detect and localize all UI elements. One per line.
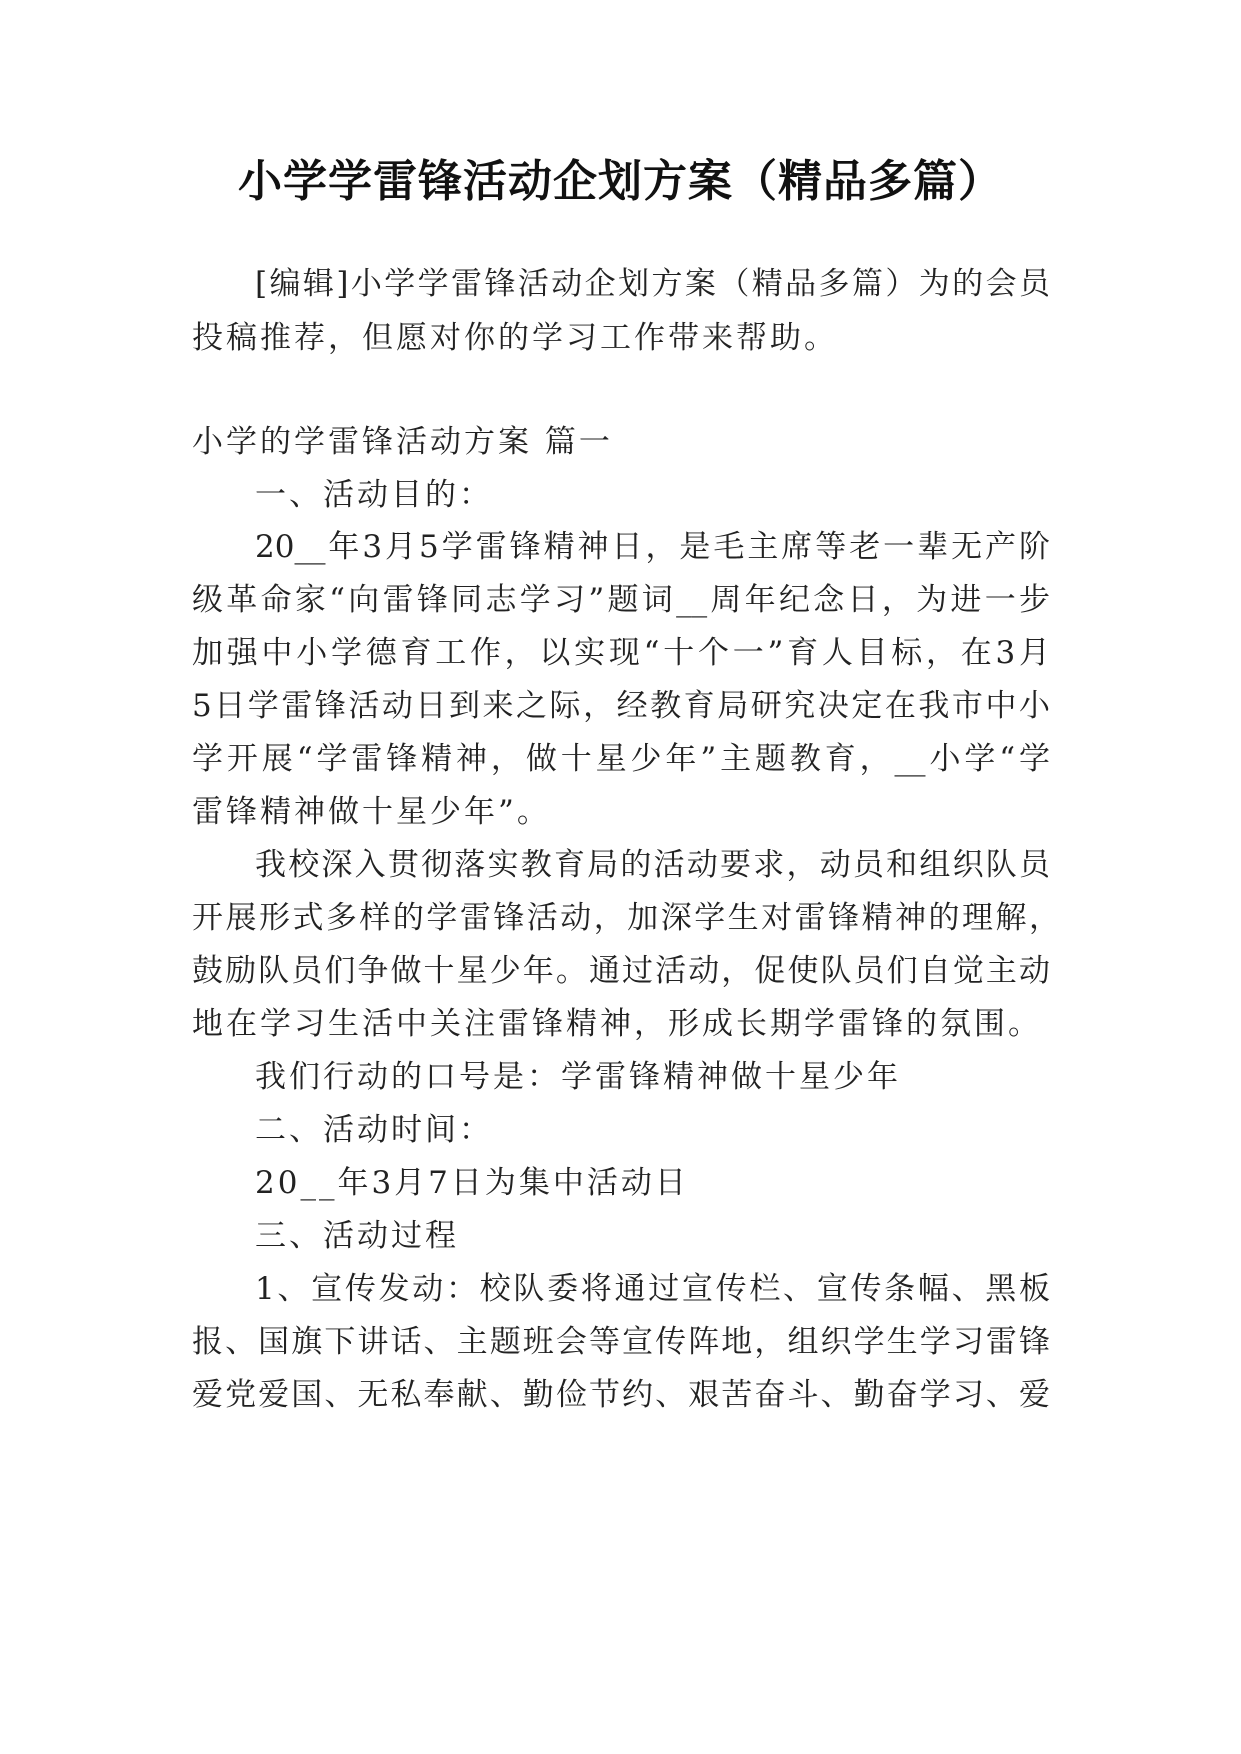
text-line: 雷锋精神做十星少年”。 (192, 794, 551, 830)
text-line: 投稿推荐，但愿对你的学习工作带来帮助。 (192, 320, 838, 356)
text-line: 5日学雷锋活动日到来之际，经教育局研究决定在我市中小 (192, 688, 1050, 724)
text-line: 二、活动时间： (255, 1112, 493, 1148)
text-line: 我校深入贯彻落实教育局的活动要求，动员和组织队员 (255, 847, 1050, 883)
section-heading: 小学的学雷锋活动方案 篇一 (192, 424, 613, 460)
text-line: 20__年3月5学雷锋精神日，是毛主席等老一辈无产阶 (255, 529, 1050, 565)
document-title: 小学学雷锋活动企划方案（精品多篇） (238, 156, 1003, 207)
text-line: 一、活动目的： (255, 477, 493, 513)
text-line: 开展形式多样的学雷锋活动，加深学生对雷锋精神的理解， (192, 900, 1060, 936)
text-line: 三、活动过程 (255, 1218, 459, 1254)
text-line: 级革命家“向雷锋同志学习”题词__周年纪念日，为进一步 (192, 582, 1050, 618)
text-line: 20__年3月7日为集中活动日 (255, 1165, 689, 1201)
text-line: 加强中小学德育工作，以实现“十个一”育人目标，在3月 (192, 635, 1050, 671)
text-line: 1、宣传发动：校队委将通过宣传栏、宣传条幅、黑板 (255, 1271, 1050, 1307)
text-line: 学开展“学雷锋精神，做十星少年”主题教育，__小学“学 (192, 741, 1050, 777)
text-line: 地在学习生活中关注雷锋精神，形成长期学雷锋的氛围。 (192, 1006, 1042, 1042)
text-line: 报、国旗下讲话、主题班会等宣传阵地，组织学生学习雷锋 (192, 1324, 1050, 1360)
text-line: 爱党爱国、无私奉献、勤俭节约、艰苦奋斗、勤奋学习、爱 (192, 1377, 1050, 1413)
text-line: 我们行动的口号是：学雷锋精神做十星少年 (255, 1059, 901, 1095)
text-line: 鼓励队员们争做十星少年。通过活动，促使队员们自觉主动 (192, 953, 1050, 989)
text-line: [编辑]小学学雷锋活动企划方案（精品多篇）为的会员 (255, 266, 1050, 302)
